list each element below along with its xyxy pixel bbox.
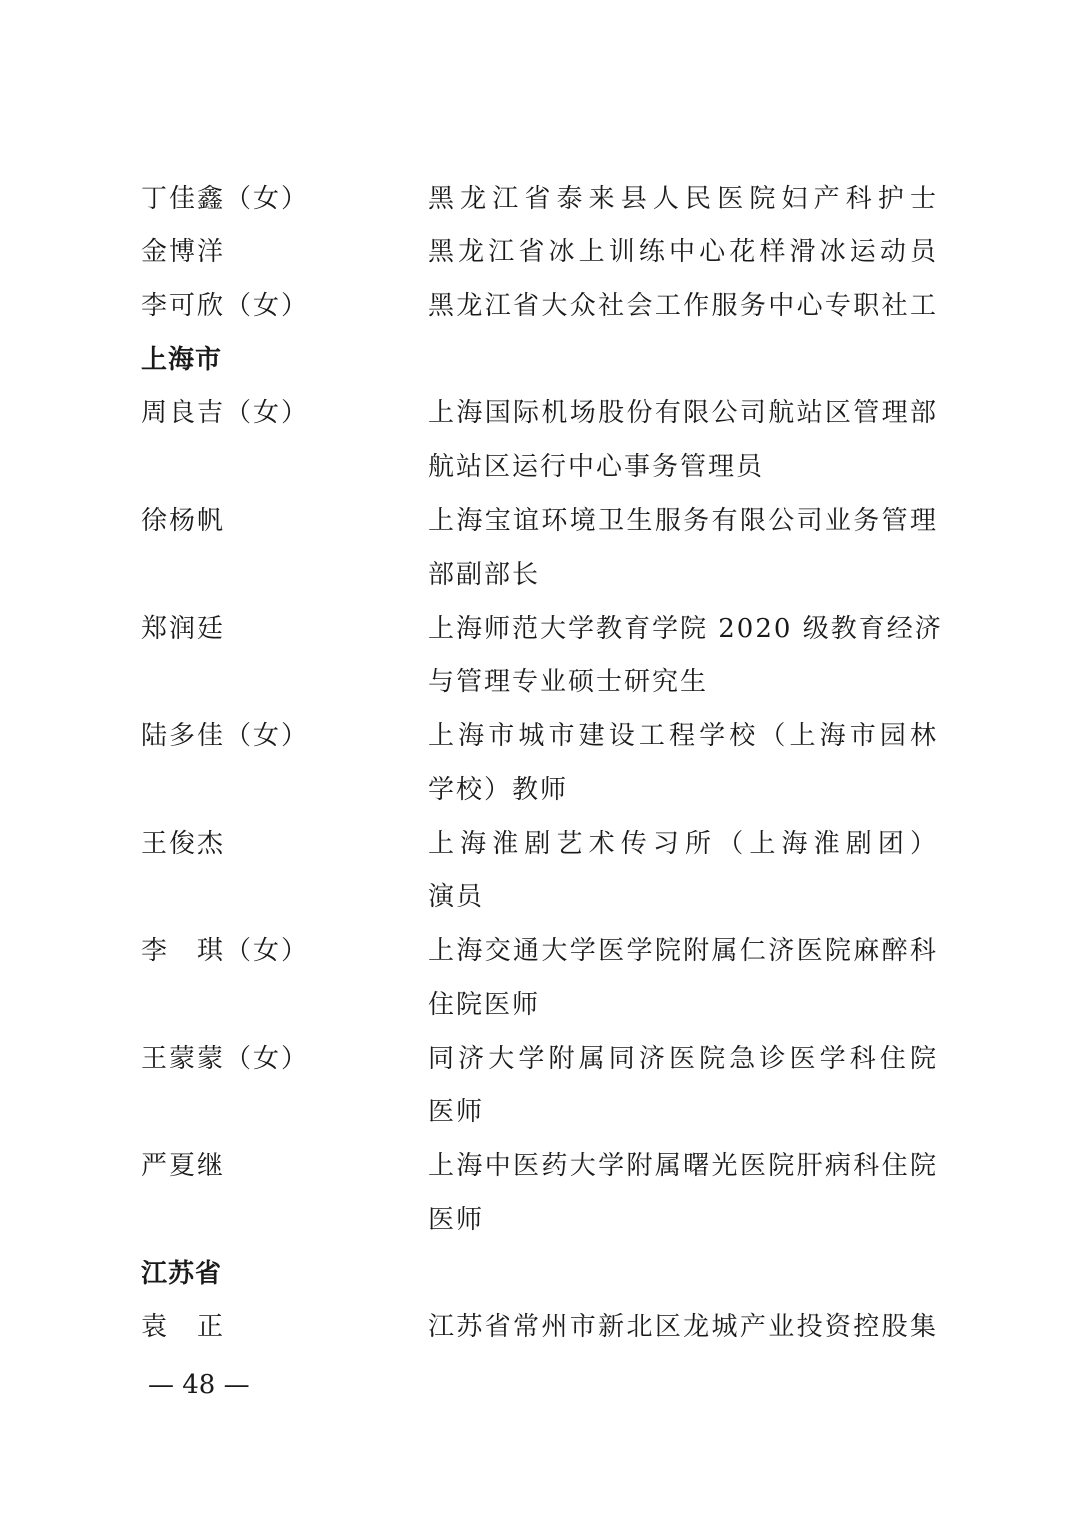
person-name: 王俊杰	[141, 829, 226, 859]
person-description: 黑龙江省大众社会工作服务中心专职社工	[428, 291, 938, 321]
person-name: 周良吉（女）	[141, 398, 310, 428]
person-description: 上海交通大学医学院附属仁济医院麻醉科	[428, 936, 938, 966]
person-description-cont: 部副部长	[428, 560, 541, 590]
person-name: 徐杨帆	[141, 506, 226, 536]
section-heading-shanghai: 上海市	[141, 345, 223, 375]
person-description: 上海市城市建设工程学校（上海市园林	[428, 721, 938, 751]
person-description: 上海师范大学教育学院 2020 级教育经济	[428, 614, 943, 644]
person-name: 金博洋	[141, 237, 226, 267]
person-description: 上海宝谊环境卫生服务有限公司业务管理	[428, 506, 938, 536]
page-number: — 48 —	[148, 1370, 250, 1400]
person-description-cont: 医师	[428, 1097, 485, 1127]
person-description: 黑龙江省冰上训练中心花样滑冰运动员	[428, 237, 938, 267]
person-name: 陆多佳（女）	[141, 721, 310, 751]
person-description-cont: 住院医师	[428, 990, 541, 1020]
person-description: 上海中医药大学附属曙光医院肝病科住院	[428, 1151, 938, 1181]
person-name: 王蒙蒙（女）	[141, 1044, 310, 1074]
person-name: 严夏继	[141, 1151, 226, 1181]
person-description-cont: 医师	[428, 1205, 485, 1235]
person-description: 江苏省常州市新北区龙城产业投资控股集	[428, 1312, 938, 1342]
person-description: 同济大学附属同济医院急诊医学科住院	[428, 1044, 938, 1074]
person-description: 上海国际机场股份有限公司航站区管理部	[428, 398, 938, 428]
person-name: 郑润廷	[141, 614, 226, 644]
person-description: 上海淮剧艺术传习所（上海淮剧团）	[428, 829, 938, 859]
person-description-cont: 与管理专业硕士研究生	[428, 667, 709, 697]
person-description-cont: 演员	[428, 882, 485, 912]
person-name: 李 琪（女）	[141, 936, 310, 966]
section-heading-jiangsu: 江苏省	[141, 1259, 223, 1289]
person-name: 袁 正	[141, 1312, 226, 1342]
person-description: 黑龙江省泰来县人民医院妇产科护士	[428, 184, 938, 214]
person-name: 李可欣（女）	[141, 291, 310, 321]
person-name: 丁佳鑫（女）	[141, 184, 310, 214]
person-description-cont: 航站区运行中心事务管理员	[428, 452, 765, 482]
person-description-cont: 学校）教师	[428, 775, 569, 805]
